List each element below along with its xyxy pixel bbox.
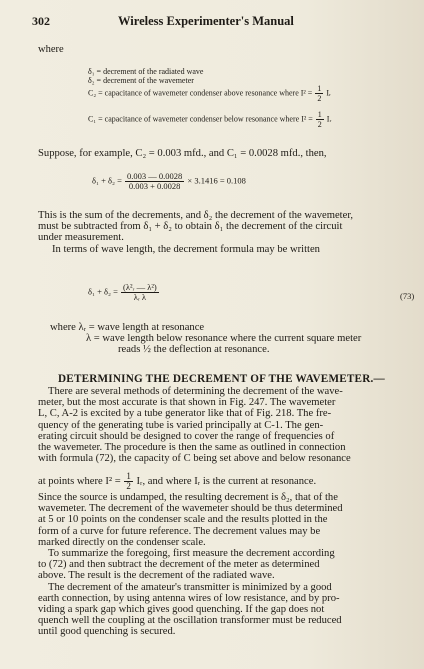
- page-number: 302: [32, 14, 50, 28]
- fraction-numerator: 0.003 — 0.0028: [127, 171, 183, 181]
- running-title: Wireless Experimenter's Manual: [118, 14, 294, 28]
- section-line: meter, but the most accurate is that shown in Fig. 247. The wavemeter: [38, 397, 336, 409]
- fraction-numerator: 1: [317, 110, 322, 119]
- section-line: viding a spark gap which gives good quenching. If the gap does not: [38, 604, 325, 615]
- definition-c1-text: C₁ = capacitance of wavemeter condenser below resonance where I² =: [88, 114, 313, 124]
- fraction-denominator: 0.003 + 0.0028: [128, 181, 181, 191]
- section-line: quench well the coupling at the oscillation transformer must be reduced: [38, 615, 342, 627]
- section-line: To summarize the foregoing, first measure the decrement according: [48, 548, 335, 559]
- formula-fraction: [121, 283, 159, 302]
- section-line: above. The result is the decrement of the radiated wave.: [38, 570, 275, 582]
- section-line: quency of the generating tube is varied principally at C-1. The gen-: [38, 419, 324, 431]
- definition-c1-tail: Iᵣ: [326, 114, 332, 124]
- section-line: to (72) and then subtract the decrement of the meter as determined: [38, 559, 320, 571]
- fraction-half: [315, 84, 323, 103]
- section-line: wavemeter. The decrement of the wavemeter should be thus determined: [38, 503, 343, 515]
- at-points-prefix: at points where I² =: [38, 475, 121, 487]
- definition-c2: [88, 84, 331, 103]
- definition-c1: [88, 110, 331, 129]
- section-line: until good quenching is secured.: [38, 626, 176, 638]
- section-line: the wavemeter. The procedure is then the same as outlined in connection: [38, 442, 346, 453]
- definition-line: where λᵣ = wave length at resonance: [50, 322, 205, 333]
- fraction-half: [124, 472, 133, 491]
- formula-73: [88, 283, 160, 302]
- fraction-denominator: 2: [126, 481, 131, 491]
- definition-delta1: δ₁ = decrement of the radiated wave: [88, 67, 204, 76]
- fraction-numerator: (λ²ᵣ — λ²): [123, 282, 157, 292]
- fraction-half: [316, 110, 324, 129]
- section-line: with formula (72), the capacity of C being set above and below resonance: [38, 453, 351, 465]
- definition-delta2: δ₂ = decrement of the wavemeter: [88, 76, 194, 85]
- section-heading: DETERMINING THE DECREMENT OF THE WAVEMETER.—: [58, 373, 385, 385]
- fraction-denominator: 2: [317, 94, 322, 103]
- paragraph-line: This is the sum of the decrements, and δ₂ the decrement of the wavemeter,: [38, 210, 354, 221]
- section-line: marked directly on the condenser scale.: [38, 536, 206, 548]
- fraction-numerator: 1: [126, 471, 131, 481]
- definition-line: reads ½ the deflection at resonance.: [118, 344, 270, 355]
- at-points-suffix: Iᵣ, and where Iᵣ is the current at resonance.: [136, 475, 317, 487]
- fraction-numerator: 1: [317, 84, 322, 93]
- section-line: at 5 or 10 points on the condenser scale and the results plotted in the: [38, 514, 328, 526]
- formula-lhs: δ₁ + δ₂ =: [88, 286, 118, 297]
- section-line: earth connection, by using antenna wires of low resistance, and by pro-: [38, 592, 340, 604]
- equation-fraction: [125, 172, 184, 191]
- section-line: L, C, A-2 is excited by a tube generator like that of Fig. 218. The fre-: [38, 408, 332, 420]
- section-line: erating circuit should be designed to cover the range of frequencies of: [38, 430, 335, 442]
- definition-c2-tail: Iᵣ: [326, 88, 331, 98]
- section-line: There are several methods of determining the decrement of the wave-: [48, 386, 343, 397]
- definition-line: λ = wave length below resonance where the current square meter: [86, 333, 362, 344]
- example-sentence: Suppose, for example, C₂ = 0.003 mfd., and C₁ = 0.0028 mfd., then,: [38, 148, 327, 159]
- paragraph-line: In terms of wave length, the decrement formula may be written: [52, 244, 320, 255]
- fraction-denominator: 2: [317, 120, 322, 129]
- definition-c2-text: C₂ = capacitance of wavemeter condenser above resonance where I² =: [88, 88, 313, 98]
- example-equation: [92, 172, 246, 191]
- section-line: Since the source is undamped, the resulting decrement is δ₂, that of the: [38, 492, 338, 503]
- equation-lhs: δ₁ + δ₂ =: [92, 175, 122, 186]
- paragraph-line: must be subtracted from δ₁ + δ₂ to obtain δ₁ the decrement of the circuit: [38, 221, 343, 232]
- equation-rhs: × 3.1416 = 0.108: [187, 175, 246, 186]
- fraction-denominator: λᵣ λ: [133, 292, 147, 302]
- paragraph-line: under measurement.: [38, 232, 124, 243]
- section-line: The decrement of the amateur's transmitter is minimized by a good: [48, 581, 332, 593]
- where-intro: where: [38, 44, 64, 55]
- equation-number: (73): [400, 291, 415, 301]
- section-line: form of a curve for future reference. The decrement values may be: [38, 525, 321, 537]
- at-points-line: [38, 472, 316, 491]
